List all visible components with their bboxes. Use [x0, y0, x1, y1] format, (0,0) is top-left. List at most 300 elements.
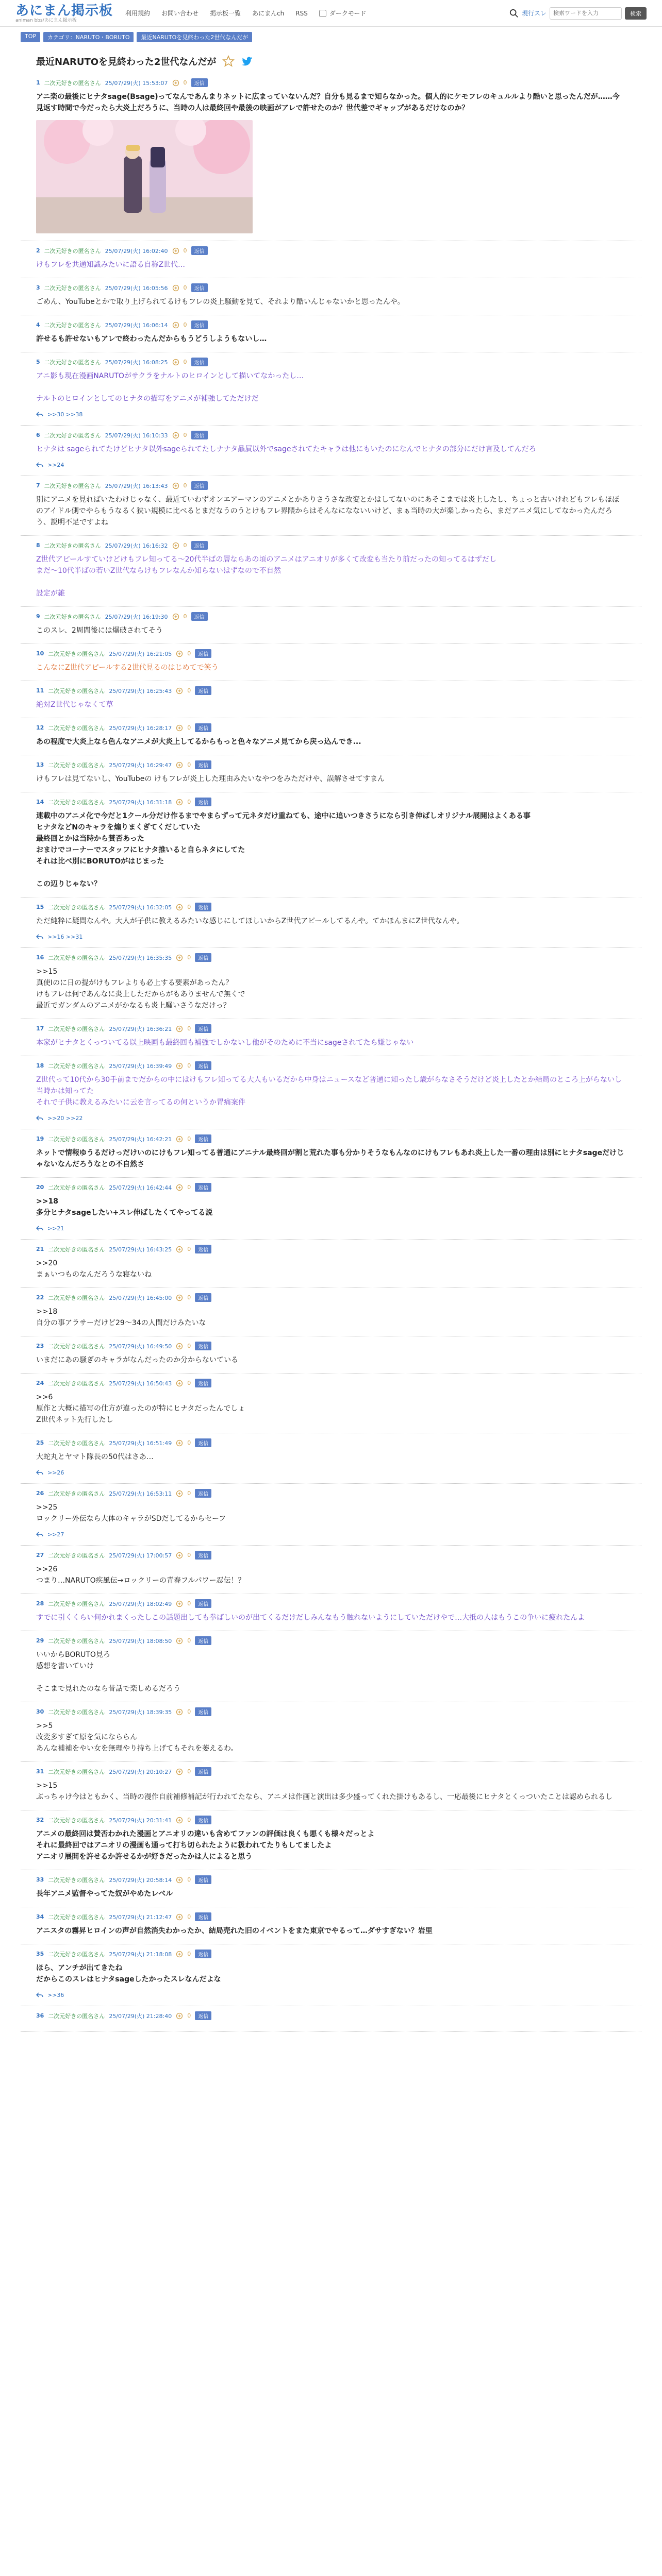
post-body: ただ純粋に疑問なんや。大人が子供に教えるみたいな感じにしてほしいからZ世代アピールしてるんや。てかほんまにZ世代なんや。	[36, 917, 464, 925]
post-header	[36, 78, 626, 87]
post-header	[36, 1912, 626, 1921]
quote-button[interactable]: 返信	[195, 1816, 211, 1824]
post-header	[36, 1875, 626, 1884]
reply-count: 0	[187, 1768, 191, 1775]
reply-links	[36, 933, 626, 940]
post-date: 25/07/29(火) 16:42:44	[109, 1184, 172, 1191]
reply-link[interactable]: >>21	[47, 1225, 64, 1232]
thread-title: 最近NARUTOを見終わった2世代なんだが	[36, 57, 217, 67]
post-number[interactable]: 30	[36, 1708, 44, 1715]
post	[21, 1870, 641, 1907]
post-date: 25/07/29(火) 16:39:49	[109, 1062, 172, 1070]
reply-count-icon	[176, 1552, 183, 1559]
post-body: けもフレを共通知識みたいに語る自称Z世代…	[36, 261, 186, 269]
post-author: 二次元好きの匿名さん	[48, 724, 105, 732]
quote-button[interactable]: 返信	[195, 1489, 211, 1498]
quote-button[interactable]: 返信	[195, 1912, 211, 1921]
post-body: アニ影も現在漫画NARUTOがサクラをナルトのヒロインとして描いてなかったし… ナルトのヒロインとしてのヒナタの描写をアニメが補強してただけだ	[36, 372, 304, 403]
reply-count: 0	[187, 799, 191, 805]
post-number[interactable]: 17	[36, 1025, 44, 1032]
reply-arrow-icon	[36, 461, 43, 468]
post	[21, 1019, 641, 1056]
quote-button[interactable]: 返信	[191, 78, 208, 87]
post-header	[36, 541, 626, 550]
quote-button[interactable]: 返信	[195, 1551, 211, 1560]
reply-links	[36, 1531, 626, 1538]
quote-button[interactable]: 返信	[195, 903, 211, 911]
post-number[interactable]: 28	[36, 1600, 44, 1607]
reply-link[interactable]: >>20 >>22	[47, 1114, 83, 1122]
site-header	[0, 0, 662, 27]
reply-count-icon	[172, 613, 179, 620]
post-header	[36, 1061, 626, 1070]
reply-count-icon	[176, 1600, 183, 1607]
post-body: 大蛇丸とヤマト隊長の50代はさあ…	[36, 1453, 154, 1461]
reply-count-icon	[176, 1343, 183, 1350]
post-body: けもフレは見てないし、YouTubeの けもフレが炎上した理由みたいなやつをみただけや、誤解させてすまん	[36, 775, 385, 783]
post-header	[36, 649, 626, 658]
post	[21, 352, 641, 426]
post-number[interactable]: 18	[36, 1062, 44, 1069]
quote-button[interactable]: 返信	[195, 1599, 211, 1608]
post-body: 連載中のアニメ化で今だと1クール分だけ作るまでやまらずって元ネタだけ重ねても、途中に追いつきさうになら引き伸ばしオリジナル展開はよくある事 ヒナタなどNのキャラを煽りまくぎてくだしていた 最終回とかは当時から賛否あった おまけでコーナーでスタッフにヒナタ推いると自らネタにしてた それは比べ別にBORUTOがはじまった この辺りじゃない？	[36, 812, 531, 888]
post-date: 25/07/29(火) 16:51:49	[109, 1439, 172, 1447]
nav-board-list[interactable]: 掲示板一覧	[210, 10, 241, 17]
post	[21, 1631, 641, 1702]
post-author: 二次元好きの匿名さん	[48, 1294, 105, 1301]
reply-count-icon	[176, 799, 183, 806]
post-author: 二次元好きの匿名さん	[48, 1025, 105, 1032]
post-number[interactable]: 24	[36, 1380, 44, 1386]
reply-count: 0	[183, 79, 187, 86]
post-author: 二次元好きの匿名さん	[48, 687, 105, 694]
post-body: アニメの最終回は賛否わかれた漫画とアニオリの違いも含めてファンの評価は良くも悪くも様々だっとよ それに最終回ではアニオリの漫画も通って打ち切られたように扱われてたりもしてましたよ アニオリ展開を許せるか許せるかが好きだったかは人によると思う	[36, 1830, 375, 1861]
post-date: 25/07/29(火) 16:25:43	[109, 687, 172, 694]
reply-count-icon	[172, 321, 179, 329]
reply-count-icon	[176, 687, 183, 694]
post-author: 二次元好きの匿名さん	[48, 1817, 105, 1824]
reply-count: 0	[183, 284, 187, 291]
reply-link[interactable]: >>30 >>38	[47, 411, 83, 418]
post-author: 二次元好きの匿名さん	[44, 542, 101, 549]
nav-rss[interactable]: RSS	[295, 9, 308, 17]
post	[21, 1762, 641, 1810]
post-date: 25/07/29(火) 20:31:41	[109, 1817, 172, 1824]
post-body: >>15 ぶっちゃけ今はともかく、当時の漫作自前補修補記が行われてたなら、アニメは作画と演出は多少盛ってくれた掛けもあるし、一応最後にヒナタとくっついたことは認められるし	[36, 1782, 613, 1801]
reply-count: 0	[187, 1062, 191, 1069]
breadcrumb-top[interactable]: TOP	[21, 32, 40, 42]
post-number[interactable]: 6	[36, 432, 40, 438]
post	[21, 315, 641, 352]
post-date: 25/07/29(火) 20:10:27	[109, 1768, 172, 1775]
post-header	[36, 1293, 626, 1302]
reply-count-icon	[176, 1184, 183, 1191]
quote-button[interactable]: 返信	[195, 1024, 211, 1033]
post-body: アニ楽の最後にヒナタsage(Bsage)ってなんであんまりネットに広まっていないんだ？自分も見るまで知らなかった。個人的にケモフレのキュルルより酷いと思ったんだが……今見返す時間で今だったら大炎上だろうに、当時の人は最終回や最後の映画がアレで許せたのか？世代差でギャップがあるだけなのか？	[36, 93, 620, 112]
post-body: 長年アニメ監督やってた奴がやめたレベル	[36, 1890, 173, 1898]
post	[21, 607, 641, 644]
reply-count-icon	[176, 1025, 183, 1032]
post-date: 25/07/29(火) 16:28:17	[109, 724, 172, 732]
post	[21, 792, 641, 897]
reply-count-icon	[176, 1490, 183, 1497]
quote-button[interactable]: 返信	[195, 798, 211, 806]
reply-count: 0	[187, 1025, 191, 1032]
post-body: ごめん、YouTubeとかで取り上げられてるけもフレの炎上騒動を見て、それより酷いんじゃないかと思ったんや。	[36, 298, 405, 306]
reply-count-icon	[172, 284, 179, 292]
post-header	[36, 1379, 626, 1387]
breadcrumb	[0, 27, 662, 45]
post-header	[36, 481, 626, 490]
post-author: 二次元好きの匿名さん	[48, 1637, 105, 1645]
post	[21, 1702, 641, 1762]
post-author: 二次元好きの匿名さん	[48, 761, 105, 769]
reply-count: 0	[187, 1343, 191, 1349]
quote-button[interactable]: 返信	[195, 1438, 211, 1447]
reply-links	[36, 1991, 626, 1998]
post-number[interactable]: 31	[36, 1768, 44, 1775]
quote-button[interactable]: 返信	[195, 760, 211, 769]
post-header	[36, 358, 626, 366]
post-date: 25/07/29(火) 16:21:05	[109, 650, 172, 657]
post-image[interactable]	[36, 120, 253, 233]
post-header	[36, 320, 626, 329]
reply-count: 0	[183, 482, 187, 489]
post-number[interactable]: 7	[36, 482, 40, 489]
reply-arrow-icon	[36, 411, 43, 418]
post-author: 二次元好きの匿名さん	[48, 1913, 105, 1921]
post-date: 25/07/29(火) 16:05:56	[105, 284, 168, 292]
post-body: あの程度で大炎上なら色んなアニメが大炎上してるからもっと色々なアニメ見てから戻っ込んでき...	[36, 738, 361, 746]
post-date: 25/07/29(火) 16:50:43	[109, 1380, 172, 1387]
post-body: こんなにZ世代アピールする2世代見るのはじめてで笑う	[36, 664, 219, 672]
post-number[interactable]: 20	[36, 1184, 44, 1191]
post-date: 25/07/29(火) 16:02:40	[105, 247, 168, 255]
post	[21, 1944, 641, 2006]
post-author: 二次元好きの匿名さん	[48, 650, 105, 657]
thread	[0, 45, 662, 2032]
reply-count-icon	[176, 1439, 183, 1447]
reply-count-icon	[172, 359, 179, 366]
post-number[interactable]: 26	[36, 1490, 44, 1497]
post	[21, 73, 641, 241]
post-number[interactable]: 4	[36, 321, 40, 328]
reply-arrow-icon	[36, 1469, 43, 1476]
quote-button[interactable]: 返信	[191, 283, 208, 292]
reply-count-icon	[172, 79, 179, 87]
post	[21, 1594, 641, 1631]
post-author: 二次元好きの匿名さん	[48, 1708, 105, 1716]
post-date: 25/07/29(火) 21:18:08	[109, 1951, 172, 1958]
post-body: いまだにあの騒ぎのキャラがなんだったのか分からないている	[36, 1356, 238, 1364]
post-body: このスレ、2周間後には爆破されてそう	[36, 626, 163, 635]
post-date: 25/07/29(火) 18:02:49	[109, 1600, 172, 1607]
site-logo[interactable]	[15, 4, 113, 23]
search-input[interactable]	[550, 7, 622, 20]
quote-button[interactable]: 返信	[195, 1134, 211, 1143]
reply-count-icon	[176, 1951, 183, 1958]
logo-text: あにまん掲示板	[15, 3, 113, 19]
breadcrumb-category[interactable]: カテゴリ：NARUTO・BORUTO	[43, 32, 134, 42]
quote-button[interactable]: 返信	[191, 481, 208, 490]
post-number[interactable]: 22	[36, 1294, 44, 1301]
post	[21, 1129, 641, 1178]
post-list	[21, 73, 641, 2032]
post-number[interactable]: 9	[36, 613, 40, 620]
post-date: 25/07/29(火) 20:58:14	[109, 1876, 172, 1884]
quote-button[interactable]: 返信	[195, 1293, 211, 1302]
post	[21, 948, 641, 1019]
post	[21, 241, 641, 278]
post-number[interactable]: 33	[36, 1876, 44, 1883]
quote-button[interactable]: 返信	[195, 1342, 211, 1350]
post-date: 25/07/29(火) 16:08:25	[105, 359, 168, 366]
quote-button[interactable]: 返信	[191, 320, 208, 329]
reply-count-icon	[176, 1876, 183, 1884]
reply-count-icon	[176, 724, 183, 732]
post	[21, 897, 641, 948]
post-author: 二次元好きの匿名さん	[44, 284, 101, 292]
post-number[interactable]: 16	[36, 954, 44, 961]
quote-button[interactable]: 返信	[191, 431, 208, 439]
reply-count: 0	[187, 904, 191, 910]
post-author: 二次元好きの匿名さん	[48, 1439, 105, 1447]
post	[21, 1546, 641, 1594]
twitter-share-icon[interactable]	[241, 55, 253, 67]
quote-button[interactable]: 返信	[191, 358, 208, 366]
reply-count: 0	[187, 1951, 191, 1957]
post-number[interactable]: 25	[36, 1439, 44, 1446]
reply-count-icon	[176, 954, 183, 961]
reply-link[interactable]: >>26	[47, 1469, 64, 1476]
reply-count: 0	[187, 687, 191, 694]
quote-button[interactable]: 返信	[195, 1061, 211, 1070]
post-header	[36, 1599, 626, 1608]
reply-arrow-icon	[36, 933, 43, 940]
post-date: 25/07/29(火) 17:00:57	[109, 1552, 172, 1559]
quote-button[interactable]: 返信	[191, 246, 208, 255]
reply-count-icon	[176, 2012, 183, 2020]
quote-button[interactable]: 返信	[191, 541, 208, 550]
post-number[interactable]: 36	[36, 2012, 44, 2019]
post-header	[36, 1551, 626, 1560]
post-body: ヒナタは sageられてたけどヒナタ以外sageられてたしナナタ贔屓以外でsageされてたキャラは他にもいたのになんでヒナタの部分にだけ言及してんだろ	[36, 445, 536, 453]
reply-count: 0	[187, 1439, 191, 1446]
post-author: 二次元好きの匿名さん	[48, 1951, 105, 1958]
post-number[interactable]: 10	[36, 650, 44, 657]
reply-count: 0	[187, 2012, 191, 2019]
dark-mode-toggle[interactable]	[319, 9, 367, 18]
post-body: >>26 つまり…NARUTO疾風伝→ロックリーの青春フルパワー忍伝！？	[36, 1565, 245, 1585]
post-number[interactable]: 15	[36, 904, 44, 910]
post-body: >>18 多分ヒナタsageしたい+スレ伸ばしたくてやってる説	[36, 1197, 213, 1217]
post	[21, 1288, 641, 1336]
post-date: 25/07/29(火) 16:13:43	[105, 482, 168, 489]
reply-count: 0	[183, 432, 187, 438]
post	[21, 718, 641, 755]
reply-count: 0	[187, 1552, 191, 1558]
nav-contact[interactable]: お問い合わせ	[161, 10, 199, 17]
reply-count-icon	[176, 1062, 183, 1070]
dark-mode-label: ダークモード	[329, 10, 367, 17]
reply-count-icon	[176, 1913, 183, 1921]
post	[21, 278, 641, 315]
quote-button[interactable]: 返信	[195, 686, 211, 695]
reply-link[interactable]: >>24	[47, 461, 64, 468]
post-number[interactable]: 32	[36, 1817, 44, 1823]
post	[21, 1240, 641, 1288]
breadcrumb-thread[interactable]: 最近NARUTOを見終わった2世代なんだが	[137, 32, 252, 42]
post	[21, 536, 641, 607]
reply-arrow-icon	[36, 1225, 43, 1232]
post-date: 25/07/29(火) 16:53:11	[109, 1490, 172, 1497]
post-date: 25/07/29(火) 16:49:50	[109, 1343, 172, 1350]
reply-link[interactable]: >>27	[47, 1531, 64, 1538]
post-number[interactable]: 13	[36, 761, 44, 768]
post-number[interactable]: 11	[36, 687, 44, 694]
post-header	[36, 2011, 626, 2020]
post-date: 25/07/29(火) 18:08:50	[109, 1637, 172, 1645]
post-date: 25/07/29(火) 18:39:35	[109, 1708, 172, 1716]
post-body: Z世代アピールすていけどけもフレ知ってる〜20代半ばの層ならあの頃のアニメはアニオリが多くて改変も当たり前だったの知ってるはずだし まだ〜10代半ばの若いZ世代ならけもフレなんか知らないはずなので不自然 設定が雑	[36, 555, 497, 598]
reply-count: 0	[183, 542, 187, 549]
reply-arrow-icon	[36, 1114, 43, 1122]
post	[21, 1056, 641, 1129]
post-header	[36, 283, 626, 292]
reply-count: 0	[187, 1600, 191, 1607]
reply-count: 0	[187, 954, 191, 961]
reply-count-icon	[176, 1708, 183, 1716]
post-header	[36, 903, 626, 911]
post-author: 二次元好きの匿名さん	[48, 954, 105, 961]
post-number[interactable]: 12	[36, 724, 44, 731]
reply-count-icon	[172, 432, 179, 439]
post-body: >>6 原作と大概に描写の仕方が違ったのが特にヒナタだったんでしょ Z世代ネット先行したし	[36, 1393, 245, 1424]
favorite-star-icon[interactable]	[222, 55, 235, 67]
post-date: 25/07/29(火) 16:42:21	[109, 1136, 172, 1143]
post-header	[36, 1183, 626, 1192]
quote-button[interactable]: 返信	[195, 1707, 211, 1716]
reply-count: 0	[187, 1913, 191, 1920]
search-area	[509, 7, 647, 20]
post-number[interactable]: 3	[36, 284, 40, 291]
post-number[interactable]: 34	[36, 1913, 44, 1920]
quote-button[interactable]: 返信	[195, 2011, 211, 2020]
quote-button[interactable]: 返信	[195, 723, 211, 732]
post-header	[36, 953, 626, 962]
post-author: 二次元好きの匿名さん	[44, 79, 101, 87]
quote-button[interactable]: 返信	[195, 1767, 211, 1776]
reply-count-icon	[176, 1768, 183, 1775]
reply-count: 0	[187, 1136, 191, 1142]
quote-button[interactable]: 返信	[191, 612, 208, 621]
reply-count: 0	[187, 1490, 191, 1497]
post-body: >>18 自分の事アラサーだけど29〜34の人間だけみたいな	[36, 1308, 206, 1327]
post-number[interactable]: 8	[36, 542, 40, 549]
post-author: 二次元好きの匿名さん	[48, 1876, 105, 1884]
post-header	[36, 1950, 626, 1958]
post-author: 二次元好きの匿名さん	[44, 482, 101, 489]
post-number[interactable]: 21	[36, 1246, 44, 1252]
reply-count: 0	[187, 1380, 191, 1386]
reply-count-icon	[172, 542, 179, 549]
reply-count: 0	[187, 1876, 191, 1883]
post	[21, 1433, 641, 1484]
post-body: すでに引くくらい何かれまくったしこの話題出しても拳ばしいのが出てくるだけだしみんなもう触れないようにしていただけやで…大抵の人はもうこの争いに疲れたんよ	[36, 1614, 585, 1622]
reply-count-icon	[176, 650, 183, 657]
nav-terms[interactable]: 利用規約	[125, 10, 151, 17]
reply-count-icon	[176, 761, 183, 769]
logo-subtext: animan bbs/あにまん掲示板	[15, 18, 77, 23]
post-author: 二次元好きの匿名さん	[44, 321, 101, 329]
post-header	[36, 1767, 626, 1776]
post-number[interactable]: 29	[36, 1637, 44, 1644]
reply-links	[36, 461, 626, 468]
nav-animanch[interactable]: あにまんch	[252, 10, 285, 17]
reply-links	[36, 411, 626, 418]
post-header	[36, 1707, 626, 1716]
reply-links	[36, 1225, 626, 1232]
post-number[interactable]: 5	[36, 359, 40, 365]
reply-links	[36, 1469, 626, 1476]
post-author: 二次元好きの匿名さん	[48, 1062, 105, 1070]
post-author: 二次元好きの匿名さん	[48, 904, 105, 911]
reply-count: 0	[187, 1708, 191, 1715]
post-date: 25/07/29(火) 16:29:47	[109, 761, 172, 769]
post-author: 二次元好きの匿名さん	[48, 1490, 105, 1497]
search-icon	[509, 9, 519, 18]
post-header	[36, 1245, 626, 1253]
post-number[interactable]: 23	[36, 1343, 44, 1349]
reply-link[interactable]: >>16 >>31	[47, 933, 83, 940]
reply-count: 0	[187, 650, 191, 657]
post-header	[36, 798, 626, 806]
dark-mode-checkbox[interactable]	[319, 10, 326, 17]
post-header	[36, 612, 626, 621]
quote-button[interactable]: 返信	[195, 953, 211, 962]
post	[21, 1374, 641, 1433]
reply-count: 0	[187, 761, 191, 768]
post-number[interactable]: 27	[36, 1552, 44, 1558]
post-number[interactable]: 35	[36, 1951, 44, 1957]
quote-button[interactable]: 返信	[195, 1183, 211, 1192]
quote-button[interactable]: 返信	[195, 649, 211, 658]
post-author: 二次元好きの匿名さん	[48, 1552, 105, 1559]
post-number[interactable]: 1	[36, 79, 40, 86]
post-number[interactable]: 14	[36, 799, 44, 805]
quote-button[interactable]: 返信	[195, 1636, 211, 1645]
post-body: ネットで情報ゆうるだけっだけいのにけもフレ知ってる普通にアニナル最終回が割と荒れた事も分かりそうなもんなのにけもフレもあれ炎上した一番の理由は別にヒナタsageだけじゃないなんだろうなとの不自然さ	[36, 1149, 624, 1168]
post	[21, 1336, 641, 1374]
post-body: >>5 改変多すぎて原を気になららん あんな補補をやい女を無理やり持ち上げてもそれを萎えるわ。	[36, 1722, 238, 1753]
quote-button[interactable]: 返信	[195, 1950, 211, 1958]
post-date: 25/07/29(火) 21:28:40	[109, 2012, 172, 2020]
post-number[interactable]: 2	[36, 247, 40, 254]
post-date: 25/07/29(火) 16:31:18	[109, 799, 172, 806]
post-author: 二次元好きの匿名さん	[48, 1600, 105, 1607]
post-author: 二次元好きの匿名さん	[48, 1184, 105, 1191]
post	[21, 1810, 641, 1870]
quote-button[interactable]: 返信	[195, 1245, 211, 1253]
post-header	[36, 723, 626, 732]
reply-link[interactable]: >>36	[47, 1991, 64, 1998]
search-scope-select[interactable]: 現行スレ	[521, 10, 547, 17]
post-header	[36, 1438, 626, 1447]
search-button[interactable]: 検索	[625, 7, 647, 20]
quote-button[interactable]: 返信	[195, 1875, 211, 1884]
quote-button[interactable]: 返信	[195, 1379, 211, 1387]
post-number[interactable]: 19	[36, 1136, 44, 1142]
